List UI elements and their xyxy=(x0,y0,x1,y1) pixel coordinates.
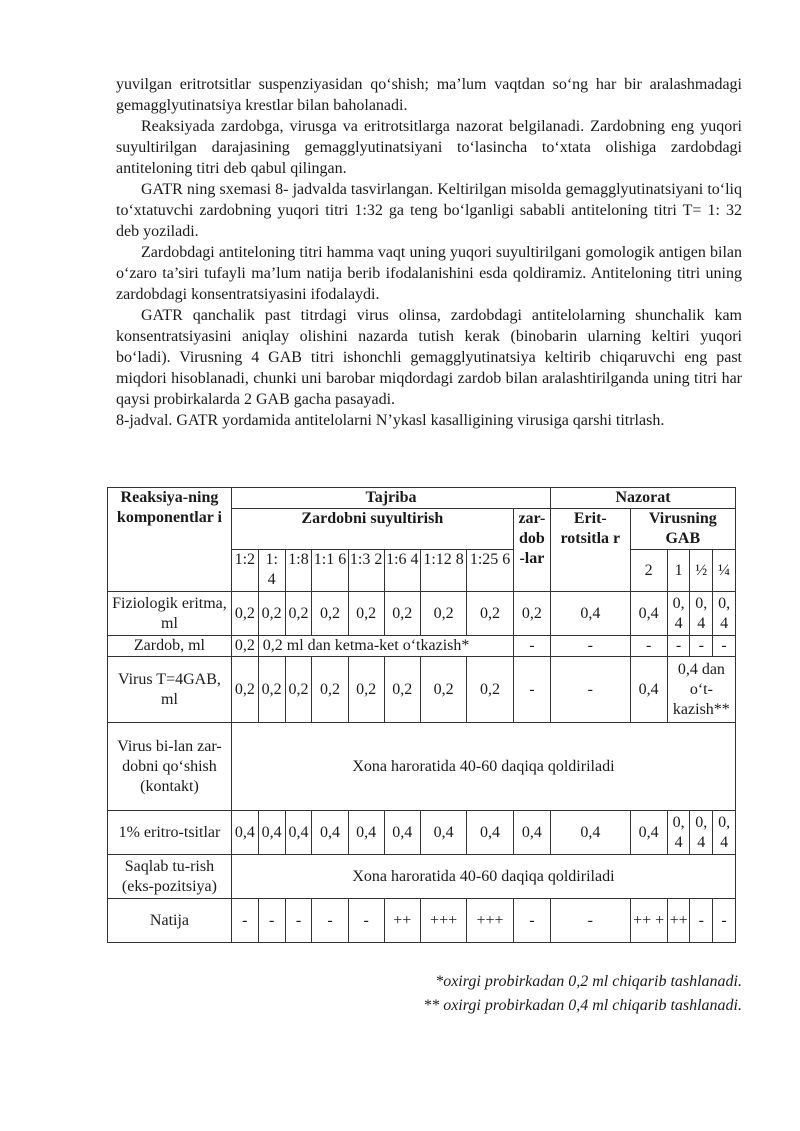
header-tajriba: Tajriba xyxy=(231,488,550,509)
table-cell: +++ xyxy=(467,899,513,943)
paragraph-4: Zardobdagi antiteloning titri hamma vaqt uning yuqori suyultirilgani gomologik antigen bilan o‘zaro ta’siri tufayli ma’lum natija berib ifodalanishini esda qoldiramiz. Antiteloning titri uning zardobdagi konsentratsiyasini ifodalaydi. xyxy=(116,244,742,303)
dilution-cell: 1:3 2 xyxy=(348,550,384,592)
table-cell: ++ + xyxy=(630,899,667,943)
dilution-cell: 1:6 4 xyxy=(384,550,420,592)
page-text xyxy=(116,74,742,431)
header-components: Reaksiya-ning komponentlar i xyxy=(108,488,232,592)
dilution-cell: 1: 4 xyxy=(258,550,285,592)
table-cell: ++ xyxy=(667,899,690,943)
table-cell: 0,4 xyxy=(231,811,258,855)
gatr-table xyxy=(107,487,736,943)
paragraph-1: yuvilgan eritrotsitlar suspenziyasidan qo‘shish; ma’lum vaqtdan so‘ng har bir aralashmadagi gemagglyutinatsiya krestlar bilan baholanadi. xyxy=(116,76,742,114)
table-cell: Xona haroratida 40-60 daqiqa qoldiriladi xyxy=(231,855,735,899)
table-cell: Xona haroratida 40-60 daqiqa qoldiriladi xyxy=(231,723,735,811)
table-cell: 0, 4 xyxy=(667,592,690,636)
row-label-ekspozitsiya: Saqlab tu-rish (eks-pozitsiya) xyxy=(108,855,232,899)
table-cell: - xyxy=(285,899,312,943)
table-cell: 0,2 xyxy=(231,657,258,723)
table-cell: 0, 4 xyxy=(690,811,713,855)
paragraph-3: GATR ning sxemasi 8- jadvalda tasvirlangan. Keltirilgan misolda gemagglyutinatsiyani to‘liq to‘xtatuvchi zardobning yuqori titri 1:32 ga teng bo‘lganligi sababli antiteloning titri T= 1: 32 deb yoziladi. xyxy=(116,181,742,240)
table-cell: 0,2 xyxy=(467,657,513,723)
row-label-fiziologik: Fiziologik eritma, ml xyxy=(108,592,232,636)
table-cell: 0,2 xyxy=(285,592,312,636)
table-cell: 0,4 xyxy=(630,592,667,636)
footnote-1: *oxirgi probirkadan 0,2 ml chiqarib tashlanadi. xyxy=(435,973,742,990)
table-cell: - xyxy=(513,636,550,657)
row-label-eritrotsitlar: 1% eritro-tsitlar xyxy=(108,811,232,855)
table-cell: 0,4 xyxy=(551,811,631,855)
table-cell: 0,2 xyxy=(420,657,466,723)
table-cell: - xyxy=(513,899,550,943)
table-cell: - xyxy=(258,899,285,943)
table-cell: 0,2 xyxy=(231,592,258,636)
table-cell: - xyxy=(513,657,550,723)
table-caption: 8-jadval. GATR yordamida antitelolarni N’ykasl kasalligining virusiga qarshi titrlash. xyxy=(116,412,665,429)
table-cell: 0, 4 xyxy=(667,811,690,855)
table-cell: 0,2 xyxy=(312,592,348,636)
table-cell: 0,4 xyxy=(384,811,420,855)
dilution-cell: 1:2 xyxy=(231,550,258,592)
header-zardob: zar-dob -lar xyxy=(513,509,550,592)
row-label-natija: Natija xyxy=(108,899,232,943)
table-cell: 0,4 xyxy=(630,811,667,855)
table-cell: - xyxy=(713,899,736,943)
table-cell: - xyxy=(551,636,631,657)
table-cell: 0,2 xyxy=(285,657,312,723)
header-erit: Erit-rotsitla r xyxy=(551,509,631,592)
row-label-virus: Virus T=4GAB, ml xyxy=(108,657,232,723)
footnote-2: ** oxirgi probirkadan 0,4 ml chiqarib tashlanadi. xyxy=(423,997,742,1014)
table-cell: 0,4 xyxy=(630,657,667,723)
table-cell: - xyxy=(690,636,713,657)
table-cell: 0,2 xyxy=(258,592,285,636)
table-cell: 0,2 xyxy=(312,657,348,723)
table-cell: 0,2 xyxy=(348,592,384,636)
header-virus: Virusning GAB xyxy=(630,509,735,550)
table-cell: 0,4 xyxy=(312,811,348,855)
table-cell: 0,4 xyxy=(348,811,384,855)
table-cell: - xyxy=(690,899,713,943)
table-cell: 0,2 xyxy=(467,592,513,636)
virus-dose-cell: 2 xyxy=(630,550,667,592)
row-label-zardob: Zardob, ml xyxy=(108,636,232,657)
dilution-cell: 1:8 xyxy=(285,550,312,592)
footnotes xyxy=(423,970,742,1018)
paragraph-5: GATR qanchalik past titrdagi virus olinsa, zardobdagi antitelolarning shunchalik kam konsentratsiyasini aniqlay olishini nazarda tutish kerak (binobarin ularning keltiri yuqori bo‘ladi). Virusning 4 GAB titri ishonchli gemagglyutinatsiya keltirib chiqaruvchi eng past miqdori hisoblanadi, chunki uni barobar miqdordagi zardob bilan aralashtirilganda uning titri har qaysi probirkalarda 2 GAB gacha pasayadi. xyxy=(116,307,742,408)
table-cell: ++ xyxy=(384,899,420,943)
dilution-cell: 1:1 6 xyxy=(312,550,348,592)
header-dilution: Zardobni suyultirish xyxy=(231,509,513,550)
table-cell: - xyxy=(312,899,348,943)
table-cell: 0,2 xyxy=(258,657,285,723)
table-cell: 0, 4 xyxy=(713,811,736,855)
paragraph-2: Reaksiyada zardobga, virusga va eritrotsitlarga nazorat belgilanadi. Zardobning eng yuqori suyultirilgan darajasining gemagglyutinatsiyani to‘lasincha to‘xtata olishiga zardobdagi antiteloning titri deb qabul qilingan. xyxy=(116,118,742,177)
dilution-cell: 1:12 8 xyxy=(420,550,466,592)
table-cell: 0,4 dan o‘t-kazish** xyxy=(667,657,735,723)
table-cell: 0,2 xyxy=(384,657,420,723)
table-cell: 0,4 xyxy=(551,592,631,636)
table-cell: 0,2 xyxy=(348,657,384,723)
table-cell: 0,2 xyxy=(384,592,420,636)
table-cell: - xyxy=(348,899,384,943)
dilution-cell: 1:25 6 xyxy=(467,550,513,592)
table-cell: - xyxy=(231,899,258,943)
table-cell: 0,4 xyxy=(420,811,466,855)
table-cell: 0,4 xyxy=(285,811,312,855)
header-nazorat: Nazorat xyxy=(551,488,736,509)
table-cell: 0,2 ml dan ketma-ket o‘tkazish* xyxy=(258,636,513,657)
table-cell: 0, 4 xyxy=(690,592,713,636)
table-cell: 0, 4 xyxy=(713,592,736,636)
table-cell: 0,2 xyxy=(420,592,466,636)
table-cell: - xyxy=(713,636,736,657)
row-label-contact: Virus bi-lan zar-dobni qo‘shish (kontakt) xyxy=(108,723,232,811)
virus-dose-cell: 1 xyxy=(667,550,690,592)
virus-dose-cell: ¼ xyxy=(713,550,736,592)
table-cell: 0,2 xyxy=(231,636,258,657)
table-cell: 0,4 xyxy=(513,811,550,855)
table-cell: 0,4 xyxy=(467,811,513,855)
table-cell: - xyxy=(667,636,690,657)
table-cell: +++ xyxy=(420,899,466,943)
table-cell: - xyxy=(630,636,667,657)
virus-dose-cell: ½ xyxy=(690,550,713,592)
table-cell: - xyxy=(551,899,631,943)
table-cell: - xyxy=(551,657,631,723)
table-cell: 0,2 xyxy=(513,592,550,636)
table-cell: 0,4 xyxy=(258,811,285,855)
